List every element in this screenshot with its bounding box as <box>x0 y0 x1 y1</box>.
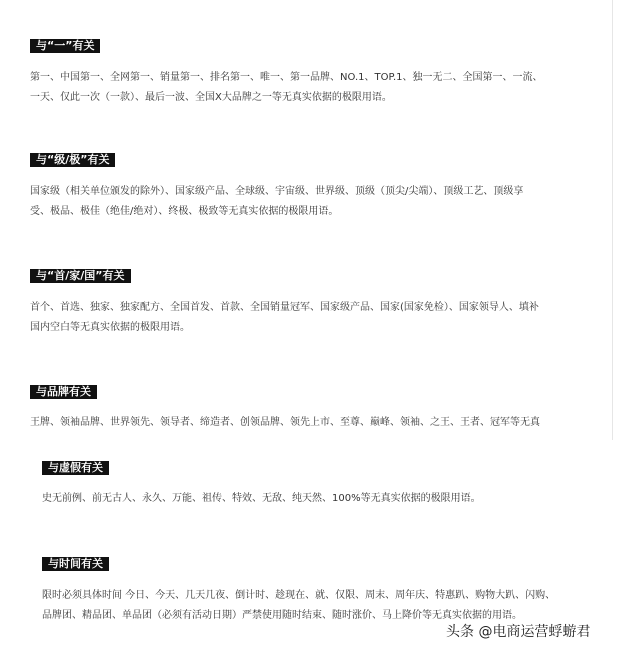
section-text-line: 首个、首选、独家、独家配方、全国首发、首款、全国销量冠军、国家级产品、国家(国家免检）、国家领导人、填补 <box>30 302 539 313</box>
section-text-false <box>42 489 481 509</box>
section-label-time: 与时间有关 <box>42 557 109 571</box>
section-text-line: 第一、中国第一、全网第一、销量第一、排名第一、唯一、第一品牌、NO.1、TOP.1、独一无二、全国第一、一流、 <box>30 72 543 83</box>
section-text-line: 受、极品、极佳（绝佳/绝对）、终极、极致等无真实依据的极限用语。 <box>30 206 339 217</box>
section-label-level: 与“级/极”有关 <box>30 153 115 167</box>
page-edge-divider <box>612 0 613 440</box>
section-text-line: 王牌、领袖品牌、世界领先、领导者、缔造者、创领品牌、领先上市、至尊、巅峰、领袖、之王、王者、冠军等无真 <box>30 417 540 428</box>
section-label-first: 与“一”有关 <box>30 39 100 53</box>
section-text-line: 限时必须具体时间 今日、今天、几天几夜、倒计时、趁现在、就、仅限、周末、周年庆、特惠趴、购物大趴、闪购、 <box>42 590 556 601</box>
section-label-false: 与虚假有关 <box>42 461 109 475</box>
section-text-line: 品牌团、精品团、单品团（必须有活动日期）严禁使用随时结束、随时涨价、马上降价等无真实依据的用语。 <box>42 610 522 621</box>
section-label-brand: 与品牌有关 <box>30 385 97 399</box>
section-text-first-home-nation <box>30 298 539 338</box>
section-text-line: 国内空白等无真实依据的极限用语。 <box>30 322 190 333</box>
section-text-brand <box>30 413 595 433</box>
section-label-first-home-nation: 与“首/家/国”有关 <box>30 269 131 283</box>
section-text-first <box>30 68 542 108</box>
section-text-level <box>30 182 523 222</box>
section-text-line: 国家级（相关单位颁发的除外）、国家级产品、全球级、宇宙级、世界级、顶级（顶尖/尖端）、顶级工艺、顶级享 <box>30 186 524 197</box>
section-text-line: 史无前例、前无古人、永久、万能、祖传、特效、无敌、纯天然、100%等无真实依据的极限用语。 <box>42 493 481 504</box>
section-text-time <box>42 586 555 626</box>
section-text-line: 一天、仅此一次（一款）、最后一波、全国X大品牌之一等无真实依据的极限用语。 <box>30 92 392 103</box>
watermark: 头条 @电商运营蜉蝣君 <box>446 624 591 640</box>
